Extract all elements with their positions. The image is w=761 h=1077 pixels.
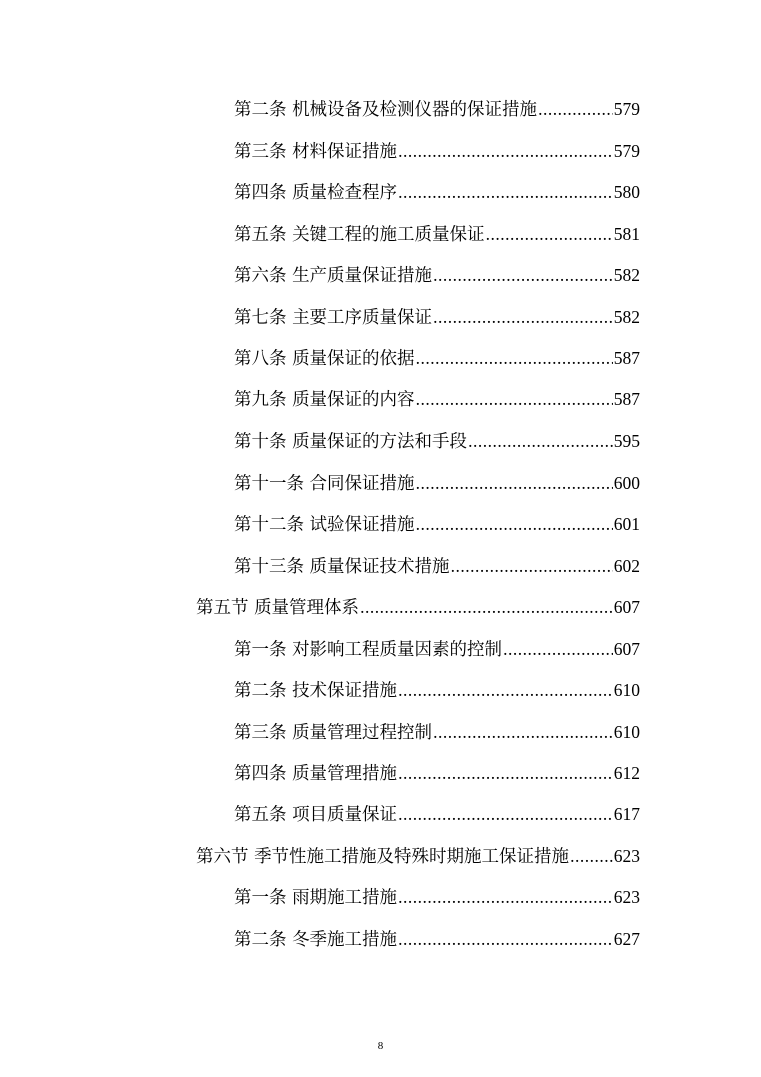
toc-entry-page: 623 — [613, 887, 640, 907]
toc-entry-page: 607 — [613, 597, 640, 617]
toc-entry-title: 第四条 质量检查程序 — [234, 183, 398, 203]
toc-entry-title: 第十一条 合同保证措施 — [234, 474, 415, 494]
toc-entry[interactable] — [234, 387, 640, 411]
toc-entry-title: 第一条 雨期施工措施 — [234, 888, 398, 908]
toc-entry[interactable] — [234, 97, 640, 121]
dot-leader — [398, 180, 613, 204]
toc-entry[interactable] — [234, 720, 640, 744]
toc-entry-title: 第二条 机械设备及检测仪器的保证措施 — [234, 100, 538, 120]
toc-entry[interactable] — [234, 554, 640, 578]
dot-leader — [398, 761, 613, 785]
toc-entry-page: 595 — [613, 431, 640, 451]
dot-leader — [398, 927, 613, 951]
toc-section[interactable] — [196, 595, 640, 619]
toc-entry-page: 617 — [613, 804, 640, 824]
dot-leader — [416, 346, 613, 370]
toc-entry-page: 582 — [613, 265, 640, 285]
dot-leader — [398, 802, 613, 826]
dot-leader — [570, 844, 613, 868]
toc-entry[interactable] — [234, 637, 640, 661]
toc-entry[interactable] — [234, 885, 640, 909]
toc-entry-page: 579 — [613, 141, 640, 161]
toc-entry[interactable] — [234, 180, 640, 204]
toc-entry-page: 581 — [613, 224, 640, 244]
dot-leader — [503, 637, 613, 661]
toc-entry[interactable] — [234, 802, 640, 826]
toc-entry[interactable] — [234, 263, 640, 287]
dot-leader — [398, 139, 613, 163]
toc-entry-page: 610 — [613, 722, 640, 742]
toc-entry-page: 627 — [613, 929, 640, 949]
toc-entry-title: 第五节 质量管理体系 — [196, 598, 360, 618]
dot-leader — [433, 305, 613, 329]
dot-leader — [486, 222, 613, 246]
toc-entry-page: 623 — [613, 846, 640, 866]
toc-entry-title: 第十条 质量保证的方法和手段 — [234, 432, 468, 452]
toc-entry-page: 587 — [613, 389, 640, 409]
dot-leader — [433, 720, 613, 744]
toc-entry-page: 582 — [613, 307, 640, 327]
toc-entry-title: 第五条 关键工程的施工质量保证 — [234, 225, 485, 245]
toc-entry-title: 第一条 对影响工程质量因素的控制 — [234, 640, 503, 660]
toc-entry-page: 602 — [613, 556, 640, 576]
toc-entry-page: 600 — [613, 473, 640, 493]
dot-leader — [468, 429, 613, 453]
toc-entry-page: 610 — [613, 680, 640, 700]
toc-entry-page: 601 — [613, 514, 640, 534]
toc-entry[interactable] — [234, 512, 640, 536]
toc-entry-title: 第四条 质量管理措施 — [234, 764, 398, 784]
toc-entry-title: 第六条 生产质量保证措施 — [234, 266, 433, 286]
toc-entry-page: 580 — [613, 182, 640, 202]
toc-entry[interactable] — [234, 761, 640, 785]
toc-entry-title: 第十三条 质量保证技术措施 — [234, 557, 450, 577]
toc-entry[interactable] — [234, 927, 640, 951]
toc-entry-page: 612 — [613, 763, 640, 783]
toc-entry-title: 第八条 质量保证的依据 — [234, 349, 415, 369]
toc-entry-title: 第二条 技术保证措施 — [234, 681, 398, 701]
toc-entry-title: 第五条 项目质量保证 — [234, 805, 398, 825]
toc-entry[interactable] — [234, 678, 640, 702]
dot-leader — [433, 263, 613, 287]
toc-entry[interactable] — [234, 305, 640, 329]
toc-entry-title: 第二条 冬季施工措施 — [234, 930, 398, 950]
dot-leader — [416, 387, 613, 411]
toc-entry[interactable] — [234, 222, 640, 246]
toc-entry-page: 579 — [613, 99, 640, 119]
dot-leader — [398, 885, 613, 909]
toc-entry-title: 第九条 质量保证的内容 — [234, 390, 415, 410]
toc-entry[interactable] — [234, 139, 640, 163]
toc-entry-title: 第三条 质量管理过程控制 — [234, 723, 433, 743]
dot-leader — [360, 595, 613, 619]
toc-entry-page: 587 — [613, 348, 640, 368]
toc-entry-title: 第七条 主要工序质量保证 — [234, 308, 433, 328]
toc-entry-title: 第六节 季节性施工措施及特殊时期施工保证措施 — [196, 847, 570, 867]
dot-leader — [416, 512, 613, 536]
dot-leader — [451, 554, 613, 578]
toc-entry-title: 第十二条 试验保证措施 — [234, 515, 415, 535]
toc-entry-page: 607 — [613, 639, 640, 659]
toc-entry[interactable] — [234, 429, 640, 453]
dot-leader — [538, 97, 613, 121]
page-number: 8 — [377, 1040, 384, 1052]
dot-leader — [398, 678, 613, 702]
toc-entry[interactable] — [234, 346, 640, 370]
dot-leader — [416, 471, 613, 495]
toc-section[interactable] — [196, 844, 640, 868]
toc-entry[interactable] — [234, 471, 640, 495]
toc-entry-title: 第三条 材料保证措施 — [234, 142, 398, 162]
